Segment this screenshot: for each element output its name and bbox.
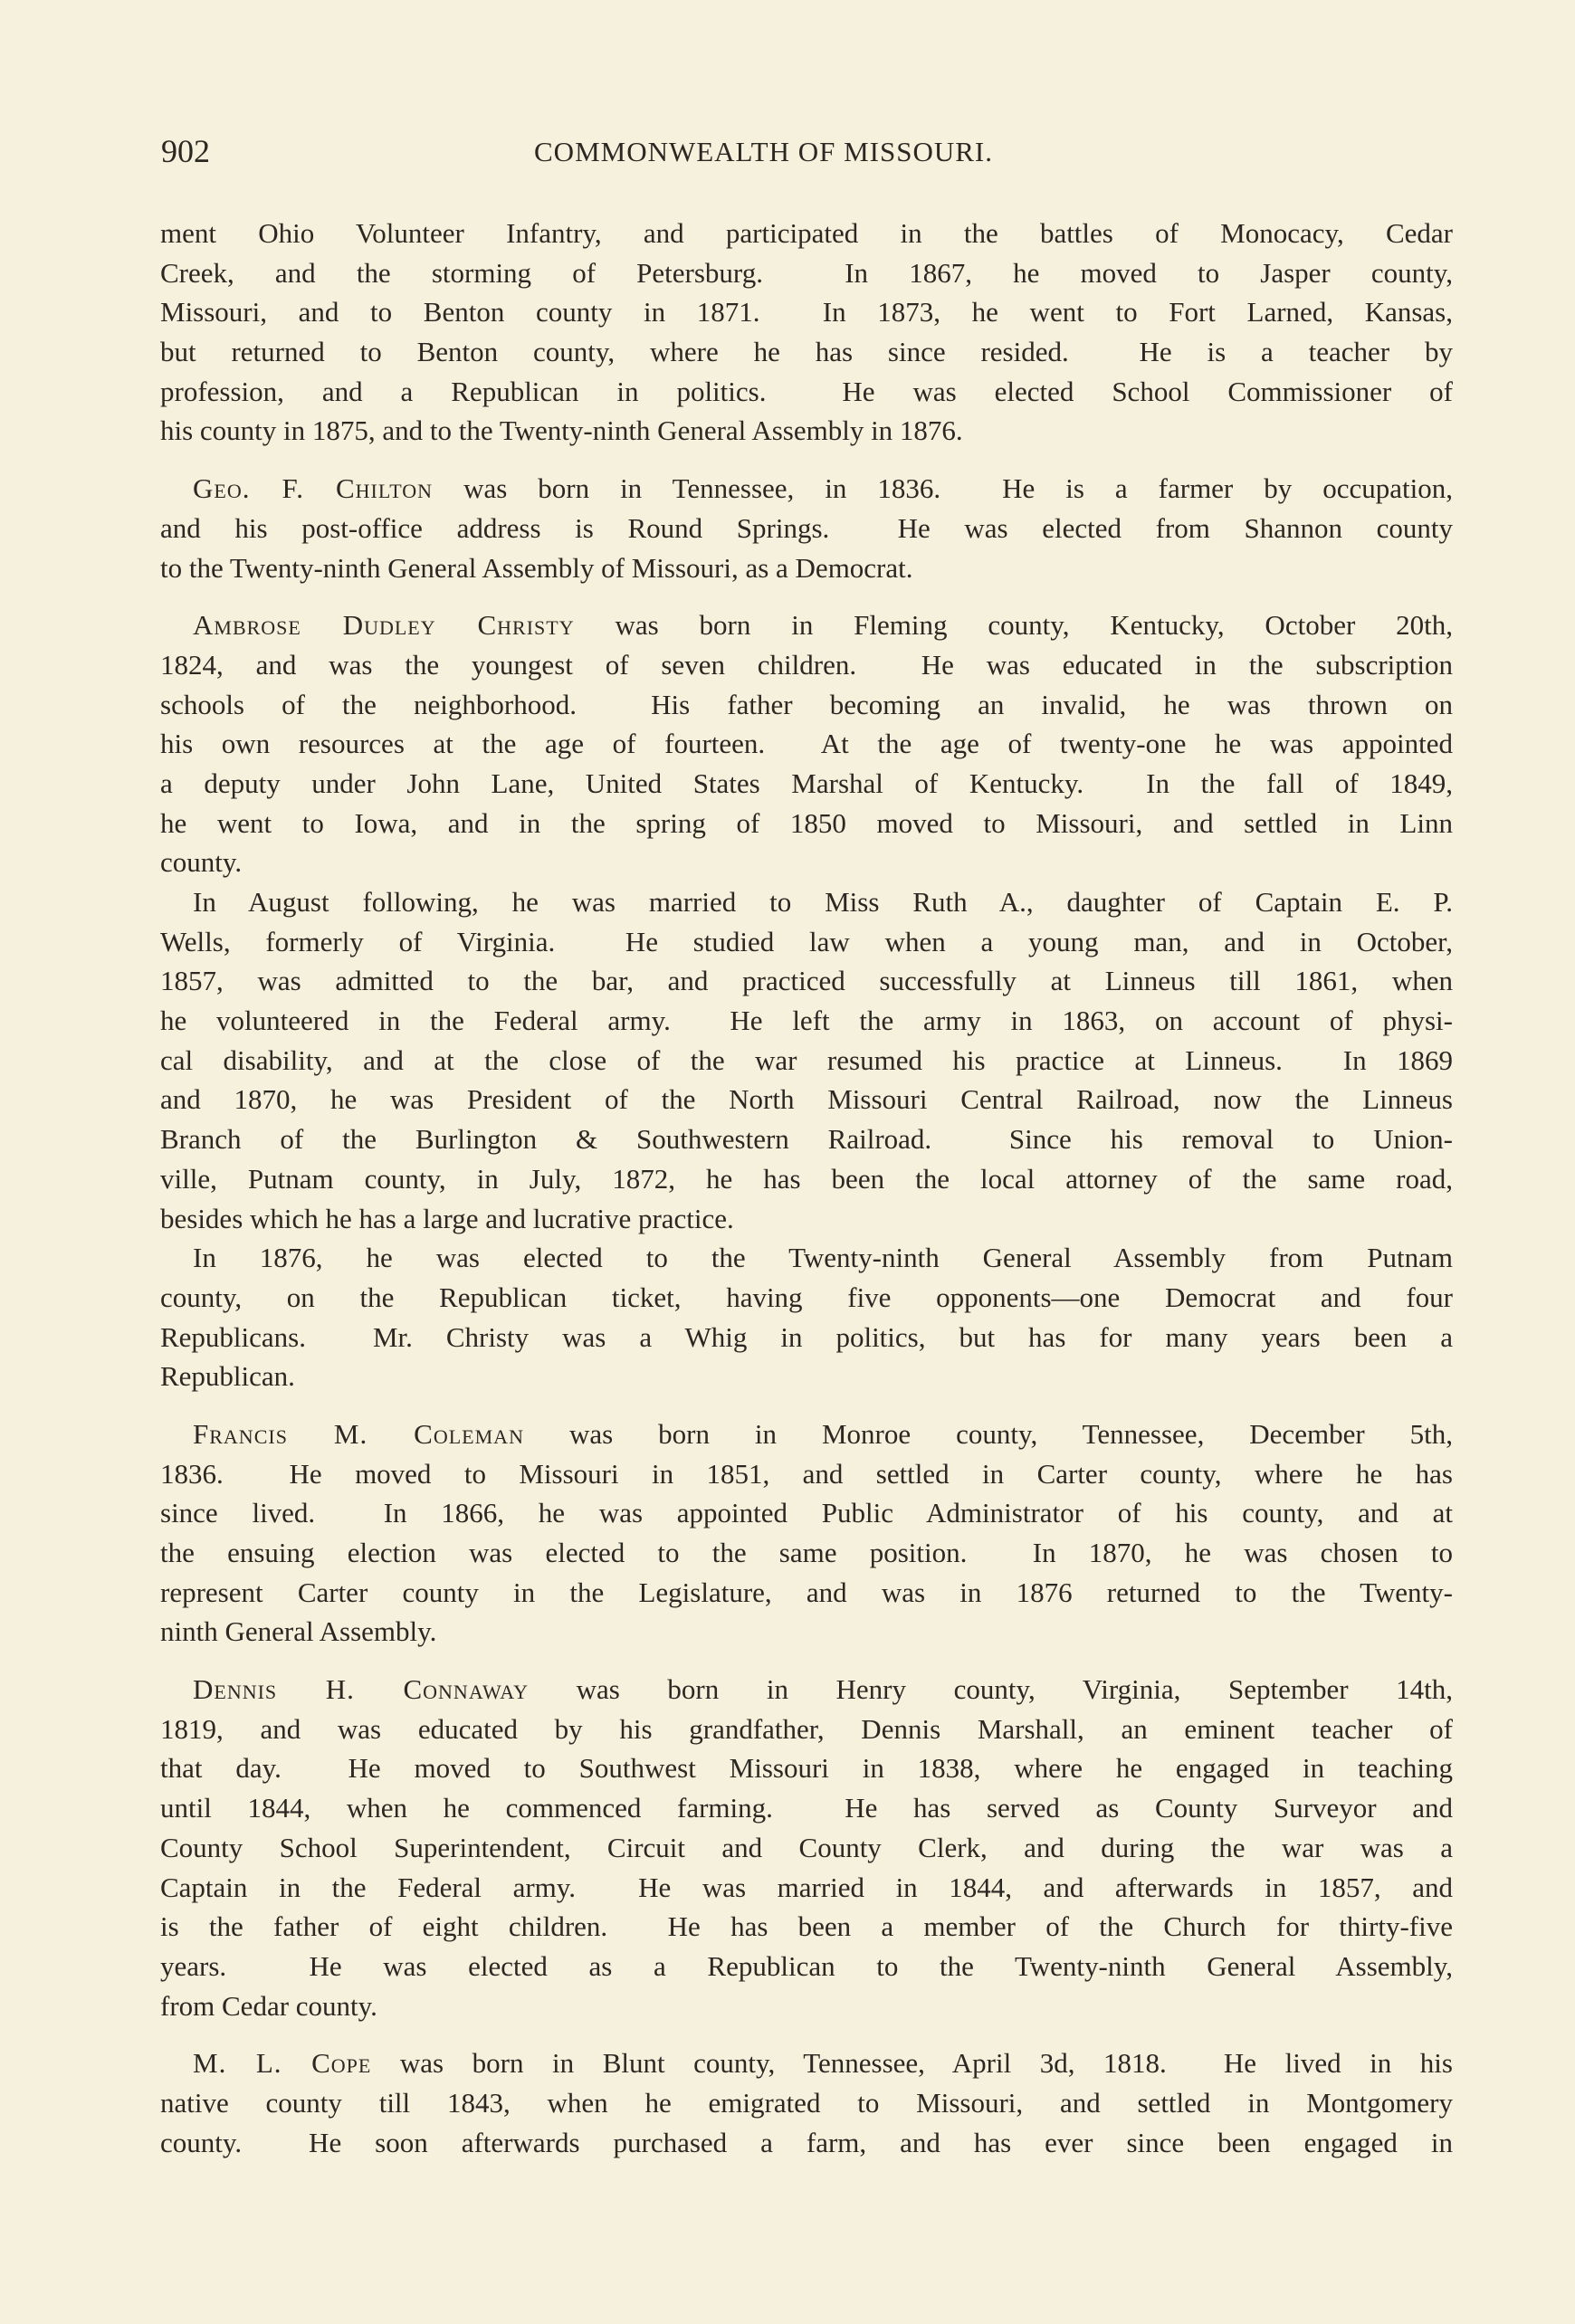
text-line bbox=[160, 509, 1453, 548]
page-number: 902 bbox=[161, 133, 210, 169]
line-text: Republicans. Mr. Christy was a Whig in politics, but has for many years been a bbox=[160, 1320, 1453, 1353]
text-line bbox=[160, 1986, 1453, 2026]
text-line bbox=[160, 2043, 1453, 2083]
text-line bbox=[160, 1414, 1453, 1454]
text-line bbox=[160, 372, 1453, 412]
text-line bbox=[160, 685, 1453, 725]
paragraph bbox=[160, 1670, 1453, 2025]
line-text: County School Superintendent, Circuit and County Clerk, and during the war was a bbox=[160, 1831, 1453, 1863]
text-line bbox=[160, 1670, 1453, 1710]
text-line bbox=[160, 1573, 1453, 1613]
text-line bbox=[160, 1454, 1453, 1494]
line-text: his county in 1875, and to the Twenty-ninth General Assembly in 1876. bbox=[160, 414, 963, 447]
line-text: years. He was elected as a Republican to the Twenty-ninth General Assembly, bbox=[160, 1949, 1453, 1982]
text-line bbox=[160, 332, 1453, 372]
line-text: Missouri, and to Benton county in 1871. In 1873, he went to Fort Larned, Kansas, bbox=[160, 296, 1453, 329]
text-line bbox=[160, 1868, 1453, 1908]
line-text: Republican. bbox=[160, 1360, 295, 1393]
page-body bbox=[160, 214, 1453, 2162]
line-text: 1836. He moved to Missouri in 1851, and settled in Carter county, where he has bbox=[160, 1457, 1453, 1490]
text-line bbox=[160, 253, 1453, 293]
text-line bbox=[160, 645, 1453, 685]
text-line bbox=[160, 1080, 1453, 1119]
text-line bbox=[160, 882, 1453, 922]
text-line bbox=[160, 1710, 1453, 1749]
line-text: until 1844, when he commenced farming. He has served as County Surveyor and bbox=[160, 1792, 1453, 1824]
line-text: was born in Henry county, Virginia, September 14th, bbox=[529, 1673, 1453, 1706]
running-head: COMMONWEALTH OF MISSOURI. bbox=[534, 136, 993, 167]
text-line bbox=[160, 1357, 1453, 1396]
text-line bbox=[160, 292, 1453, 332]
text-line bbox=[160, 843, 1453, 882]
person-name: M. L. Cope bbox=[193, 2047, 372, 2080]
text-line bbox=[160, 2083, 1453, 2123]
paragraph bbox=[160, 469, 1453, 587]
line-text: ninth General Assembly. bbox=[160, 1615, 437, 1648]
line-text: is the father of eight children. He has been a member of the Church for thirty-five bbox=[160, 1910, 1453, 1943]
line-text: ment Ohio Volunteer Infantry, and participated in the battles of Monocacy, Cedar bbox=[160, 217, 1453, 249]
person-name: Dennis H. Connaway bbox=[193, 1673, 530, 1706]
line-text: county. bbox=[160, 846, 243, 879]
paragraph bbox=[160, 1238, 1453, 1396]
text-line bbox=[160, 1533, 1453, 1573]
line-text: Creek, and the storming of Petersburg. In 1867, he moved to Jasper county, bbox=[160, 256, 1453, 289]
line-text: Wells, formerly of Virginia. He studied law when a young man, and in October, bbox=[160, 925, 1453, 957]
person-name: Geo. F. Chilton bbox=[193, 472, 434, 505]
text-line bbox=[160, 922, 1453, 962]
line-text: he went to Iowa, and in the spring of 1850 moved to Missouri, and settled in Linn bbox=[160, 806, 1453, 839]
text-line bbox=[160, 1238, 1453, 1278]
line-text: 1824, and was the youngest of seven children. He was educated in the subscription bbox=[160, 648, 1453, 681]
line-text: 1857, was admitted to the bar, and practiced successfully at Linneus till 1861, when bbox=[160, 965, 1453, 997]
text-line bbox=[160, 1612, 1453, 1652]
line-text: ville, Putnam county, in July, 1872, he has been the local attorney of the same road, bbox=[160, 1162, 1453, 1195]
person-name: Ambrose Dudley Christy bbox=[193, 609, 575, 642]
line-text: In August following, he was married to Miss Ruth A., daughter of Captain E. P. bbox=[193, 886, 1453, 918]
line-text: Branch of the Burlington & Southwestern Railroad. Since his removal to Union- bbox=[160, 1123, 1453, 1156]
text-line bbox=[160, 1748, 1453, 1788]
text-line bbox=[160, 214, 1453, 253]
line-text: since lived. In 1866, he was appointed Public Administrator of his county, and at bbox=[160, 1497, 1453, 1529]
line-text: cal disability, and at the close of the war resumed his practice at Linneus. In 1869 bbox=[160, 1043, 1453, 1076]
paragraph bbox=[160, 2043, 1453, 2162]
text-line bbox=[160, 605, 1453, 645]
line-text: 1819, and was educated by his grandfather, Dennis Marshall, an eminent teacher of bbox=[160, 1712, 1453, 1745]
text-line bbox=[160, 1159, 1453, 1199]
text-line bbox=[160, 1788, 1453, 1828]
line-text: from Cedar county. bbox=[160, 1989, 377, 2022]
line-text: Captain in the Federal army. He was married in 1844, and afterwards in 1857, and bbox=[160, 1871, 1453, 1903]
line-text: a deputy under John Lane, United States Marshal of Kentucky. In the fall of 1849, bbox=[160, 767, 1453, 799]
line-text: and his post-office address is Round Springs. He was elected from Shannon county bbox=[160, 511, 1453, 544]
text-line bbox=[160, 764, 1453, 804]
text-line bbox=[160, 2123, 1453, 2163]
text-line bbox=[160, 1001, 1453, 1041]
paragraph bbox=[160, 882, 1453, 1238]
line-text: represent Carter county in the Legislature, and was in 1876 returned to the Twenty- bbox=[160, 1576, 1453, 1608]
line-text: but returned to Benton county, where he has since resided. He is a teacher by bbox=[160, 336, 1453, 368]
text-line bbox=[160, 1199, 1453, 1239]
paragraph bbox=[160, 605, 1453, 882]
line-text: and 1870, he was President of the North Missouri Central Railroad, now the Linneus bbox=[160, 1083, 1453, 1116]
line-text: In 1876, he was elected to the Twenty-ninth General Assembly from Putnam bbox=[193, 1242, 1453, 1274]
text-line bbox=[160, 548, 1453, 588]
text-line bbox=[160, 961, 1453, 1001]
text-line bbox=[160, 1119, 1453, 1159]
line-text: was born in Tennessee, in 1836. He is a farmer by occupation, bbox=[433, 472, 1453, 505]
text-line bbox=[160, 804, 1453, 843]
text-line bbox=[160, 1318, 1453, 1357]
text-line bbox=[160, 1493, 1453, 1533]
paragraph bbox=[160, 1414, 1453, 1652]
line-text: besides which he has a large and lucrative practice. bbox=[160, 1202, 734, 1234]
line-text: county, on the Republican ticket, having five opponents—one Democrat and four bbox=[160, 1281, 1453, 1313]
text-line bbox=[160, 1907, 1453, 1947]
line-text: the ensuing election was elected to the same position. In 1870, he was chosen to bbox=[160, 1537, 1453, 1568]
line-text: was born in Fleming county, Kentucky, October 20th, bbox=[574, 609, 1453, 642]
text-line bbox=[160, 469, 1453, 509]
text-line bbox=[160, 1041, 1453, 1081]
paragraph bbox=[160, 214, 1453, 451]
text-line bbox=[160, 724, 1453, 764]
line-text: schools of the neighborhood. His father becoming an invalid, he was thrown on bbox=[160, 688, 1453, 720]
line-text: to the Twenty-ninth General Assembly of Missouri, as a Democrat. bbox=[160, 551, 913, 584]
text-line bbox=[160, 411, 1453, 451]
text-line bbox=[160, 1947, 1453, 1986]
line-text: was born in Blunt county, Tennessee, April 3d, 1818. He lived in his bbox=[371, 2047, 1453, 2080]
text-line bbox=[160, 1828, 1453, 1868]
line-text: that day. He moved to Southwest Missouri in 1838, where he engaged in teaching bbox=[160, 1752, 1453, 1785]
person-name: Francis M. Coleman bbox=[193, 1417, 524, 1450]
line-text: native county till 1843, when he emigrated to Missouri, and settled in Montgomery bbox=[160, 2086, 1453, 2119]
line-text: his own resources at the age of fourteen. At the age of twenty-one he was appointed bbox=[160, 728, 1453, 760]
text-line bbox=[160, 1278, 1453, 1318]
line-text: was born in Monroe county, Tennessee, December 5th, bbox=[523, 1417, 1453, 1450]
line-text: he volunteered in the Federal army. He left the army in 1863, on account of physi- bbox=[160, 1005, 1453, 1037]
line-text: profession, and a Republican in politics. He was elected School Commissioner of bbox=[160, 375, 1453, 407]
line-text: county. He soon afterwards purchased a farm, and has ever since been engaged in bbox=[160, 2126, 1453, 2158]
